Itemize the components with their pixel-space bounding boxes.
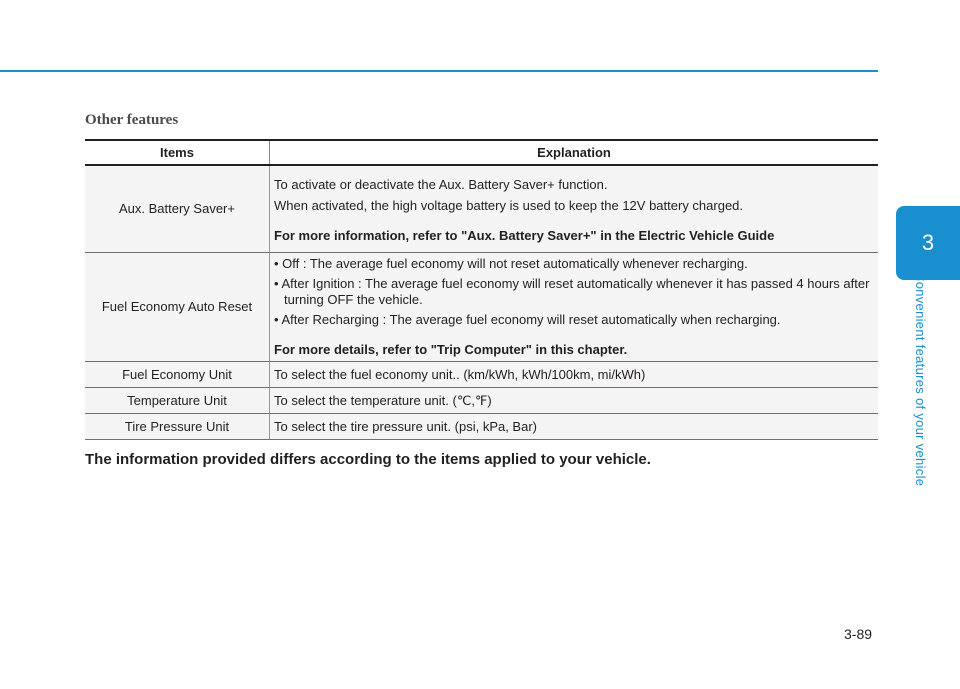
- explanation-fuel-economy-auto-reset: [270, 253, 879, 362]
- items-column-header: Items: [85, 140, 270, 165]
- explanation-aux-battery-saver: [270, 165, 879, 253]
- chapter-number-tab: 3: [896, 206, 960, 280]
- table-row: [85, 414, 878, 440]
- item-temperature-unit: Temperature Unit: [85, 388, 270, 414]
- page-number: 3-89: [844, 626, 873, 642]
- explanation-column-header: Explanation: [270, 140, 879, 165]
- explanation-fuel-economy-unit: To select the fuel economy unit.. (km/kWh, kWh/100km, mi/kWh): [270, 362, 879, 388]
- explanation-temperature-unit: To select the temperature unit. (℃,℉): [270, 388, 879, 414]
- table-header-row: [85, 140, 878, 165]
- table-row: [85, 388, 878, 414]
- item-fuel-economy-auto-reset: Fuel Economy Auto Reset: [85, 253, 270, 362]
- item-fuel-economy-unit: Fuel Economy Unit: [85, 362, 270, 388]
- chapter-title: Convenient features of your vehicle: [913, 272, 928, 487]
- list-item: • After Recharging : The average fuel economy will reset automatically when recharging.: [274, 311, 781, 327]
- table-row: [85, 253, 878, 362]
- explanation-tire-pressure-unit: To select the tire pressure unit. (psi, kPa, Bar): [270, 414, 879, 440]
- reference-note: For more information, refer to "Aux. Battery Saver+" in the Electric Vehicle Guide: [274, 227, 775, 243]
- list-item: • Off : The average fuel economy will not reset automatically whenever recharging.: [274, 255, 748, 271]
- header-rule: [0, 70, 878, 72]
- footnote: The information provided differs according to the items applied to your vehicle.: [85, 451, 651, 468]
- item-aux-battery-saver: Aux. Battery Saver+: [85, 165, 270, 253]
- table-row: [85, 165, 878, 253]
- option-list: [274, 256, 878, 328]
- list-item: • After Ignition : The average fuel economy will reset automatically whenever it has passed 4 hours after turning OFF the vehicle.: [274, 275, 870, 307]
- features-table: [85, 139, 878, 440]
- section-title: Other features: [85, 112, 179, 128]
- table-row: [85, 362, 878, 388]
- item-tire-pressure-unit: Tire Pressure Unit: [85, 414, 270, 440]
- reference-note: For more details, refer to "Trip Computer" in this chapter.: [274, 341, 628, 357]
- explanation-line: To activate or deactivate the Aux. Battery Saver+ function.: [274, 176, 608, 192]
- explanation-line: When activated, the high voltage battery is used to keep the 12V battery charged.: [274, 197, 744, 213]
